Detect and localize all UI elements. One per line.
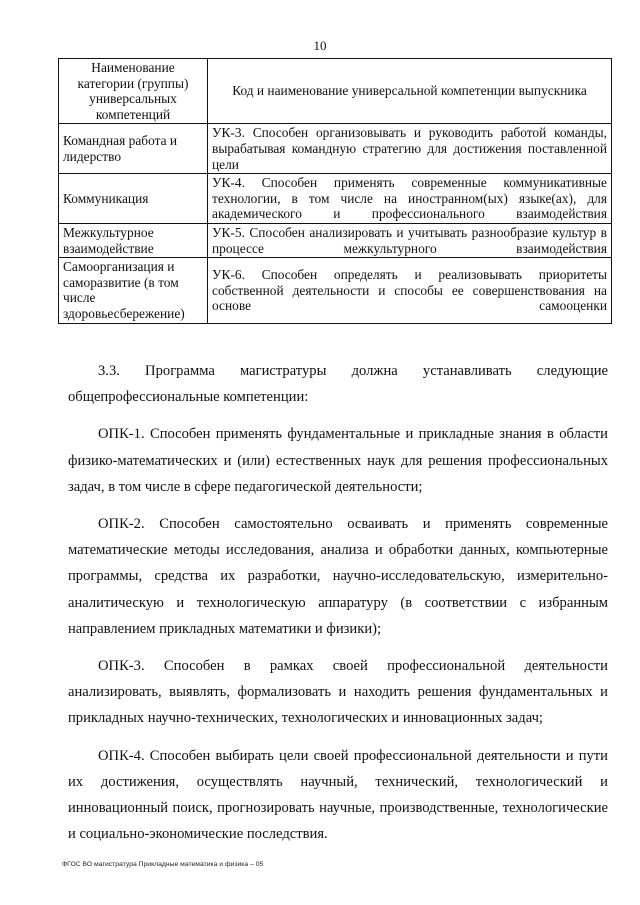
opk-1-paragraph: ОПК-1. Способен применять фундаментальные и прикладные знания в области физико-математических и (или) естественных наук для решения профессиональных задач, в том числе в сфере педагогической деятельности;: [68, 426, 608, 495]
table-row: [59, 124, 612, 174]
category-cell: Командная работа и лидерство: [59, 124, 208, 174]
competence-cell: УК-5. Способен анализировать и учитывать разнообразие культур в процессе межкультурного взаимодействия: [208, 223, 612, 257]
competence-cell: УК-4. Способен применять современные коммуникативные технологии, в том числе на иностранном(ых) языке(ах), для академического и профессионального взаимодействия: [208, 174, 612, 224]
header-category: Наименование категории (группы) универсальных компетенций: [59, 59, 208, 124]
table-row: [59, 174, 612, 224]
category-cell: Самоорганизация и саморазвитие (в том числе здоровьесбережение): [59, 258, 208, 323]
section-intro-paragraph: 3.3. Программа магистратуры должна устанавливать следующие общепрофессиональные компетенции:: [68, 363, 608, 406]
category-cell: Коммуникация: [59, 174, 208, 224]
body-text: [68, 358, 608, 858]
competence-cell: УК-3. Способен организовывать и руководить работой команды, вырабатывая командную стратегию для достижения поставленной цели: [208, 124, 612, 174]
opk-4-paragraph: ОПК-4. Способен выбирать цели своей профессиональной деятельности и пути их достижения, осуществлять научный, технический, технологический и инновационный поиск, прогнозировать научные, производственные, технологические и социально-экономические последствия.: [68, 747, 608, 843]
competence-cell: УК-6. Способен определять и реализовывать приоритеты собственной деятельности и способы ее совершенствования на основе самооценки: [208, 258, 612, 323]
page-number: 10: [313, 38, 327, 53]
table-row: [59, 223, 612, 257]
table-header-row: [59, 59, 612, 124]
header-competence: Код и наименование универсальной компетенции выпускника: [208, 59, 612, 124]
competence-table: [58, 58, 612, 324]
category-cell: Межкультурное взаимодействие: [59, 223, 208, 257]
table-row: [59, 258, 612, 323]
page-footer: ФГОС ВО магистратура Прикладные математика и физика – 05: [62, 861, 264, 868]
opk-2-paragraph: ОПК-2. Способен самостоятельно осваивать и применять современные математические методы исследования, анализа и обработки данных, компьютерные программы, средства их разработки, научно-исследовательскую, измерительно- аналитическую и технологическую аппаратуру (в соответствии с избранным направлением прикладных математики и физики);: [68, 516, 608, 637]
opk-3-paragraph: ОПК-3. Способен в рамках своей профессиональной деятельности анализировать, выявлять, формализовать и находить решения фундаментальных и прикладных научно-технических, технологических и инновационных задач;: [68, 658, 608, 727]
